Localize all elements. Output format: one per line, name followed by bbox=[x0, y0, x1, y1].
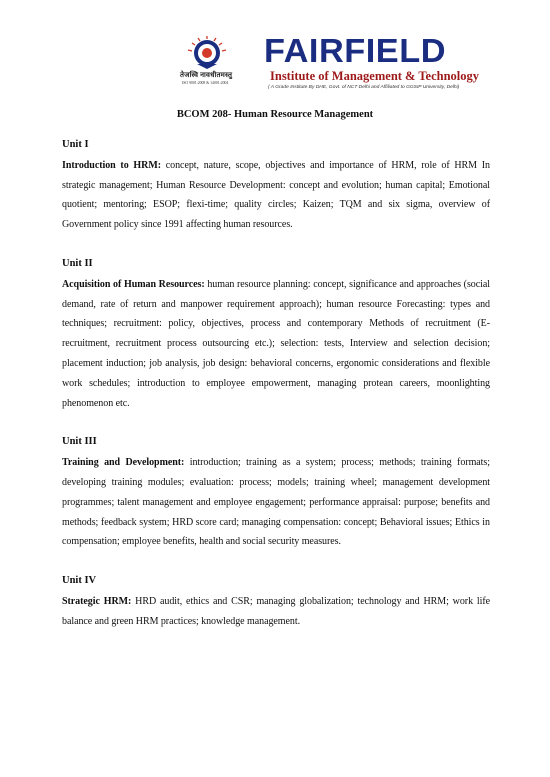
unit-heading: Unit II bbox=[62, 257, 93, 269]
iso-certification: ISO 9001:2008 & 14001:2004 bbox=[182, 81, 229, 85]
unit-heading: Unit III bbox=[62, 436, 97, 448]
unit-1 bbox=[62, 134, 490, 235]
unit-heading: Unit I bbox=[62, 139, 89, 150]
syllabus-content bbox=[62, 134, 490, 650]
unit-heading: Unit IV bbox=[62, 575, 97, 587]
unit-body bbox=[62, 275, 490, 414]
institute-emblem-icon bbox=[180, 36, 234, 70]
unit-3 bbox=[62, 431, 490, 552]
unit-text: concept, nature, scope, objectives and importance of HRM, role of HRM In strategic management; Human Resource Development: concept and evolution; human capital; Emotional quotient; mentoring; ESOP; flexi-time; quality circles; Kaizen; TQM and six sigma, overview of Government policy since 1991 affecting human resources. bbox=[62, 159, 490, 231]
unit-4 bbox=[62, 570, 490, 631]
unit-lead: Acquisition of Human Resources: bbox=[62, 278, 205, 290]
unit-text: human resource planning: concept, significance and approaches (social demand, rate of return and manpower requirement approach); human resource Forecasting: types and techniques; recruitment: policy, objectives, process and contemporary Methods of recruitment (E-recruitment, recruitment process outsourcing etc.); selection: tests, Interview and selection decision; placement induction; job analysis, job design: behavioral concerns, ergonomic considerations and flexible work schedules; introduction to employee empowerment, managing protean careers, moonlighting phenomenon etc. bbox=[62, 278, 490, 409]
logo-title: FAIRFIELD bbox=[264, 32, 446, 69]
unit-lead: Training and Development: bbox=[62, 457, 185, 469]
unit-2 bbox=[62, 253, 490, 413]
institute-name: Institute of Management & Technology bbox=[270, 69, 480, 83]
affiliation-line: ( A Grade Institute By DHE, Govt. of NCT Delhi and Affiliated to GGSIP University, Delhi) bbox=[268, 85, 460, 90]
unit-text: HRD audit, ethics and CSR; managing globalization; technology and HRM; work life balance and green HRM practices; knowledge management. bbox=[62, 595, 491, 627]
unit-lead: Strategic HRM: bbox=[62, 595, 132, 607]
institute-header bbox=[180, 32, 480, 96]
unit-lead: Introduction to HRM: bbox=[62, 159, 161, 171]
document-title: BCOM 208- Human Resource Management bbox=[176, 109, 374, 120]
unit-body bbox=[62, 453, 490, 552]
hindi-motto: तेजस्वि नावधीतमस्तु bbox=[180, 71, 233, 79]
unit-body bbox=[62, 592, 490, 632]
unit-body bbox=[62, 156, 490, 235]
unit-text: introduction; training as a system; process; methods; training formats; developing training modules; evaluation: process; models; training wheel; management development programmes; talent management and employee engagement; performance appraisal: purpose; benefits and methods; feedback system; HRD score card; managing compensation: concept; Behavioral issues; Ethics in compensation; employee benefits, health and social security measures. bbox=[62, 457, 490, 548]
